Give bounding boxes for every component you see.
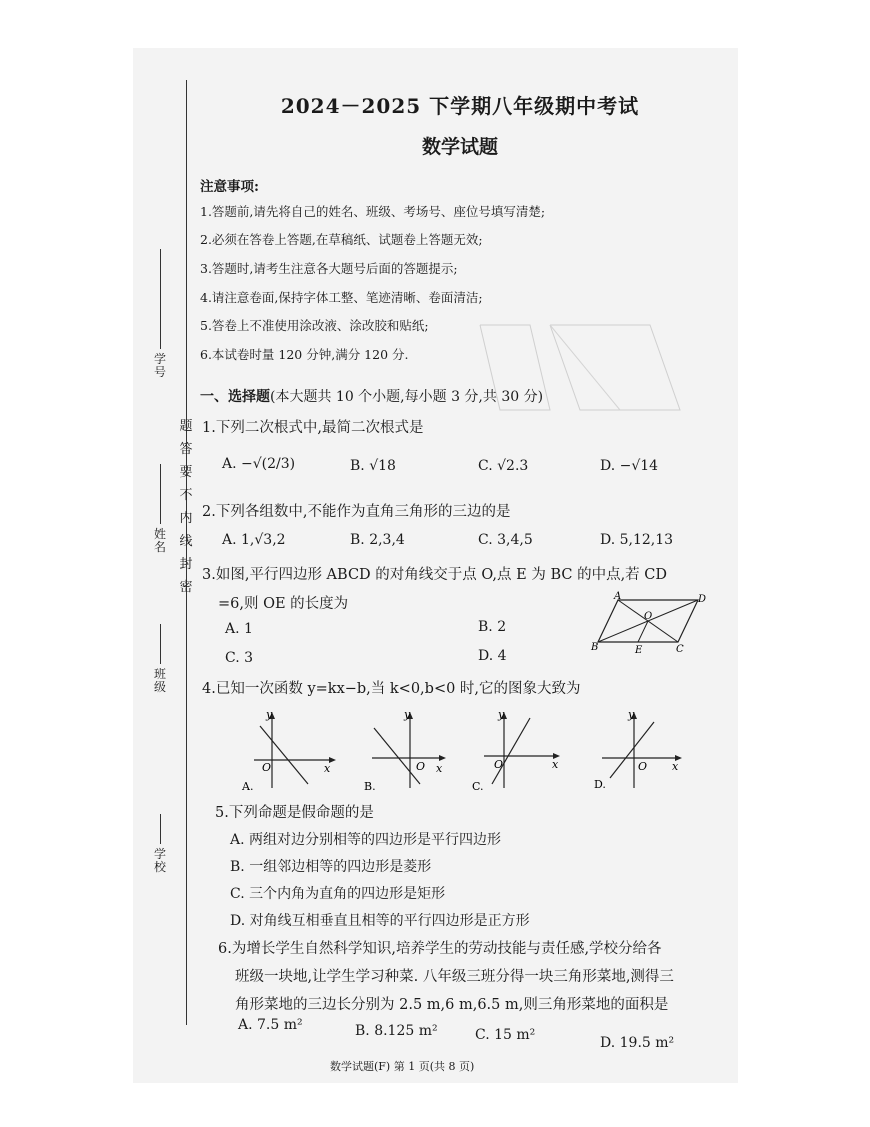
notice-item: 2.必须在答卷上答题,在草稿纸、试题卷上答题无效; <box>200 232 483 247</box>
student-id-label: 学号 <box>153 352 166 379</box>
name-label: 姓名 <box>153 527 166 554</box>
seal-char: 内 <box>179 511 193 526</box>
question-6-line3: 角形菜地的三边长分别为 2.5 m,6 m,6.5 m,则三角形菜地的面积是 <box>235 997 669 1013</box>
question-3-stem-line2: =6,则 OE 的长度为 <box>218 596 349 612</box>
q1-option-a[interactable]: A. −√(2/3) <box>222 456 296 472</box>
question-6-line2: 班级一块地,让学生学习种菜. 八年级三班分得一块三角形菜地,测得三 <box>235 969 674 985</box>
question-5-stem: 5.下列命题是假命题的是 <box>215 805 374 821</box>
student-id-field[interactable] <box>150 245 170 378</box>
seal-line-notice <box>176 420 196 604</box>
fig-label-c: C <box>676 644 684 655</box>
q3-option-b[interactable]: B. 2 <box>478 619 507 635</box>
class-label: 班级 <box>153 667 166 694</box>
axis-x-label: x <box>552 758 559 771</box>
origin-label: O <box>262 761 272 774</box>
q4-graph-b[interactable] <box>362 708 462 797</box>
seal-char: 密 <box>179 580 193 595</box>
axis-y-label: y <box>498 708 505 721</box>
notice-item: 5.答卷上不准使用涂改液、涂改胶和贴纸; <box>200 318 429 333</box>
q5-option-a[interactable]: A. 两组对边分别相等的四边形是平行四边形 <box>230 832 502 848</box>
q1-option-d[interactable]: D. −√14 <box>600 458 659 474</box>
question-4-stem: 4.已知一次函数 y=kx−b,当 k<0,b<0 时,它的图象大致为 <box>202 681 581 697</box>
q3-option-d[interactable]: D. 4 <box>478 648 507 664</box>
question-2-stem: 2.下列各组数中,不能作为直角三角形的三边的是 <box>202 504 511 520</box>
q4-graph-d[interactable] <box>592 708 692 797</box>
school-field[interactable] <box>150 810 170 873</box>
q3-option-a[interactable]: A. 1 <box>225 621 253 637</box>
origin-label: O <box>416 760 426 773</box>
notice-item: 4.请注意卷面,保持字体工整、笔迹清晰、卷面清洁; <box>200 290 483 305</box>
page-footer: 数学试题(F) 第 1 页(共 8 页) <box>330 1060 475 1073</box>
q2-option-c[interactable]: C. 3,4,5 <box>478 532 533 548</box>
q4-label-c: C. <box>472 780 484 793</box>
axis-x-label: x <box>436 762 443 775</box>
question-1-stem: 1.下列二次根式中,最简二次根式是 <box>202 420 424 436</box>
section-heading <box>200 386 543 406</box>
q2-option-d[interactable]: D. 5,12,13 <box>600 532 674 548</box>
q6-option-a[interactable]: A. 7.5 m² <box>238 1017 303 1033</box>
section-desc: (本大题共 10 个小题,每小题 3 分,共 30 分) <box>270 389 544 405</box>
q1-option-c[interactable]: C. √2.3 <box>478 458 529 474</box>
seal-char: 题 <box>179 419 193 434</box>
q4-label-d: D. <box>594 778 606 791</box>
q4-label-a: A. <box>242 780 254 793</box>
q6-option-c[interactable]: C. 15 m² <box>475 1027 536 1043</box>
q4-label-b: B. <box>364 780 376 793</box>
seal-char: 线 <box>179 534 193 549</box>
origin-label: O <box>494 758 504 771</box>
notice-item: 6.本试卷时量 120 分钟,满分 120 分. <box>200 347 409 362</box>
seal-char: 要 <box>179 465 193 480</box>
q6-option-d[interactable]: D. 19.5 m² <box>600 1035 675 1051</box>
seal-char: 答 <box>179 442 193 457</box>
axis-x-label: x <box>672 760 679 773</box>
fig-label-b: B <box>591 642 599 653</box>
origin-label: O <box>638 760 648 773</box>
q5-option-b[interactable]: B. 一组邻边相等的四边形是菱形 <box>230 859 432 875</box>
q6-option-b[interactable]: B. 8.125 m² <box>355 1023 438 1039</box>
question-3-stem-line1: 3.如图,平行四边形 ABCD 的对角线交于点 O,点 E 为 BC 的中点,若 CD <box>202 567 668 583</box>
notice-heading: 注意事项: <box>200 179 259 195</box>
notice-item: 1.答题前,请先将自己的姓名、班级、考场号、座位号填写清楚; <box>200 204 546 219</box>
axis-y-label: y <box>404 708 411 721</box>
exam-subtitle: 数学试题 <box>421 136 498 158</box>
axis-y-label: y <box>266 708 273 721</box>
q3-option-c[interactable]: C. 3 <box>225 650 254 666</box>
q5-option-c[interactable]: C. 三个内角为直角的四边形是矩形 <box>230 886 446 902</box>
notice-item: 3.答题时,请考生注意各大题号后面的答题提示; <box>200 261 458 276</box>
seal-char: 封 <box>179 557 193 572</box>
q2-option-a[interactable]: A. 1,√3,2 <box>222 532 286 548</box>
axis-y-label: y <box>628 708 635 721</box>
q1-option-b[interactable]: B. √18 <box>350 458 396 474</box>
q4-graph-a[interactable] <box>240 708 340 797</box>
seal-char: 不 <box>179 488 193 503</box>
bleed-through-figures <box>470 315 690 429</box>
fig-label-o: O <box>644 611 653 622</box>
fig-label-e: E <box>635 645 643 656</box>
class-field[interactable] <box>150 620 170 693</box>
axis-x-label: x <box>324 762 331 775</box>
q2-option-b[interactable]: B. 2,3,4 <box>350 532 405 548</box>
name-field[interactable] <box>150 460 170 553</box>
question-6-line1: 6.为增长学生自然科学知识,培养学生的劳动技能与责任感,学校分给各 <box>218 941 662 957</box>
fig-label-a: A <box>614 591 622 602</box>
fig-label-d: D <box>698 594 707 605</box>
school-label: 学校 <box>153 847 166 874</box>
q5-option-d[interactable]: D. 对角线互相垂直且相等的平行四边形是正方形 <box>230 913 530 929</box>
parallelogram-figure <box>590 590 710 662</box>
section-title: 一、选择题 <box>200 389 270 405</box>
q4-graph-c[interactable] <box>470 708 570 797</box>
exam-title: 2024－2025 下学期八年级期中考试 <box>280 94 640 118</box>
